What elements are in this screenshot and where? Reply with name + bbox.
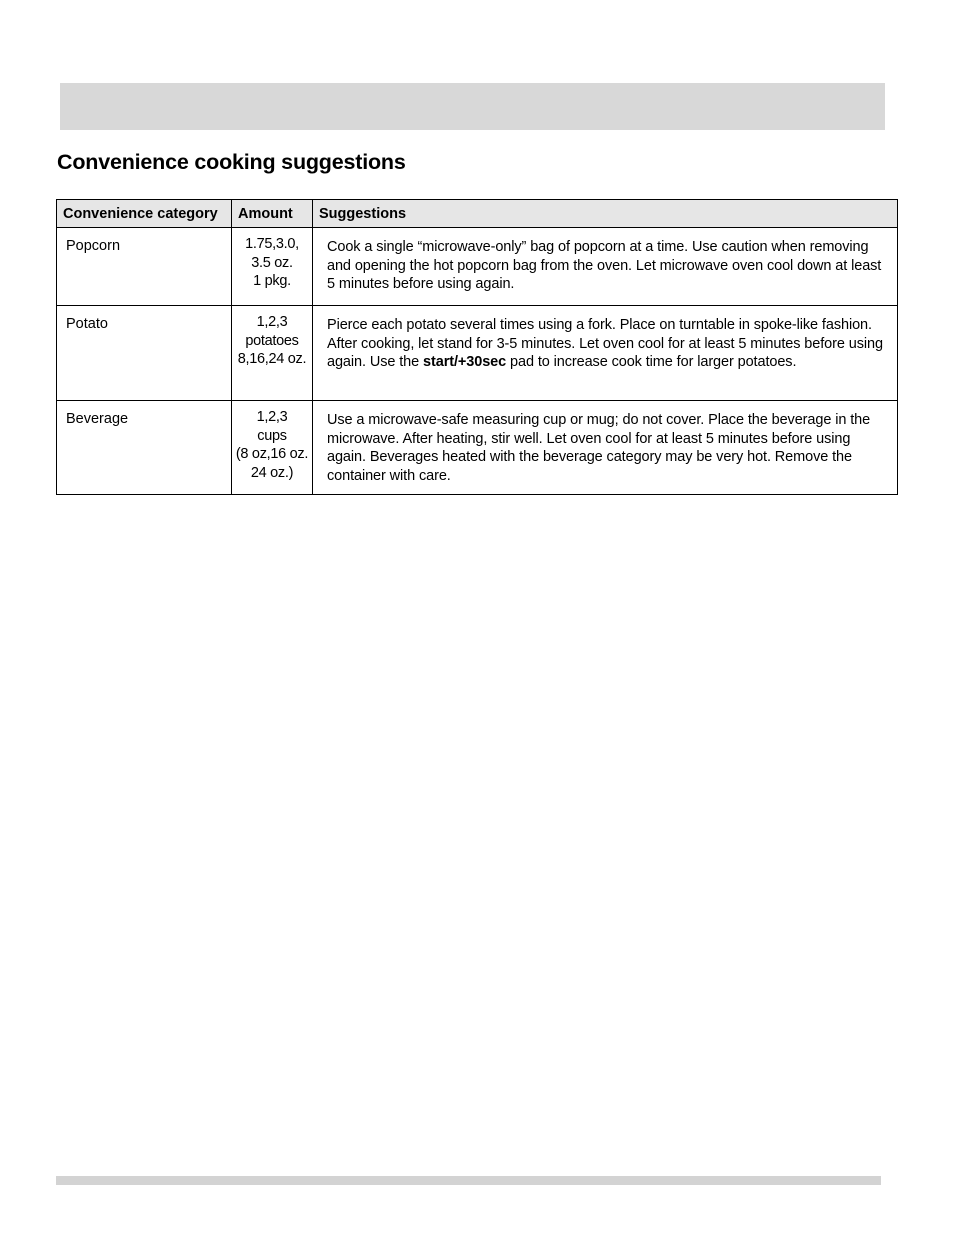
column-header-suggestions: Suggestions [313, 200, 898, 228]
suggestion-text: Use a microwave-safe measuring cup or mug; do not cover. Place the beverage in the microwave. After heating, stir well. Let oven cool for at least 5 minutes before using again. Beverages heated with the beverage category may be very hot. Remove the container with care. [327, 412, 871, 485]
suggestion-cell [313, 228, 898, 306]
category-cell: Beverage [57, 401, 232, 495]
amount-cell: 1,2,3 cups (8 oz,16 oz. 24 oz.) [232, 401, 313, 495]
column-header-category: Convenience category [57, 200, 232, 228]
pad-name-start-30sec: start/+30sec [423, 354, 507, 371]
header-bar [60, 83, 885, 130]
suggestion-cell [313, 306, 898, 401]
table-row-beverage [57, 401, 898, 495]
table-header-row [57, 200, 898, 228]
column-header-amount: Amount [232, 200, 313, 228]
page-title: Convenience cooking suggestions [57, 150, 406, 174]
suggestion-text: Cook a single “microwave-only” bag of popcorn at a time. Use caution when removing and opening the hot popcorn bag from the oven. Let microwave oven cool down at least 5 minutes before using again. [327, 239, 882, 293]
amount-cell: 1,2,3 potatoes 8,16,24 oz. [232, 306, 313, 401]
category-cell: Popcorn [57, 228, 232, 306]
suggestion-text-after: pad to increase cook time for larger potatoes. [506, 354, 797, 371]
convenience-table [56, 199, 898, 495]
table-row-potato [57, 306, 898, 401]
suggestion-text: Pierce each potato several times using a fork. Place on turntable in spoke-like fashion. After cooking, let stand for 3-5 minutes. Let oven cool for at least 5 minutes before using again. Use the [327, 317, 883, 371]
amount-cell: 1.75,3.0, 3.5 oz. 1 pkg. [232, 228, 313, 306]
category-cell: Potato [57, 306, 232, 401]
footer-bar [56, 1176, 881, 1185]
table-row-popcorn [57, 228, 898, 306]
suggestion-cell [313, 401, 898, 495]
